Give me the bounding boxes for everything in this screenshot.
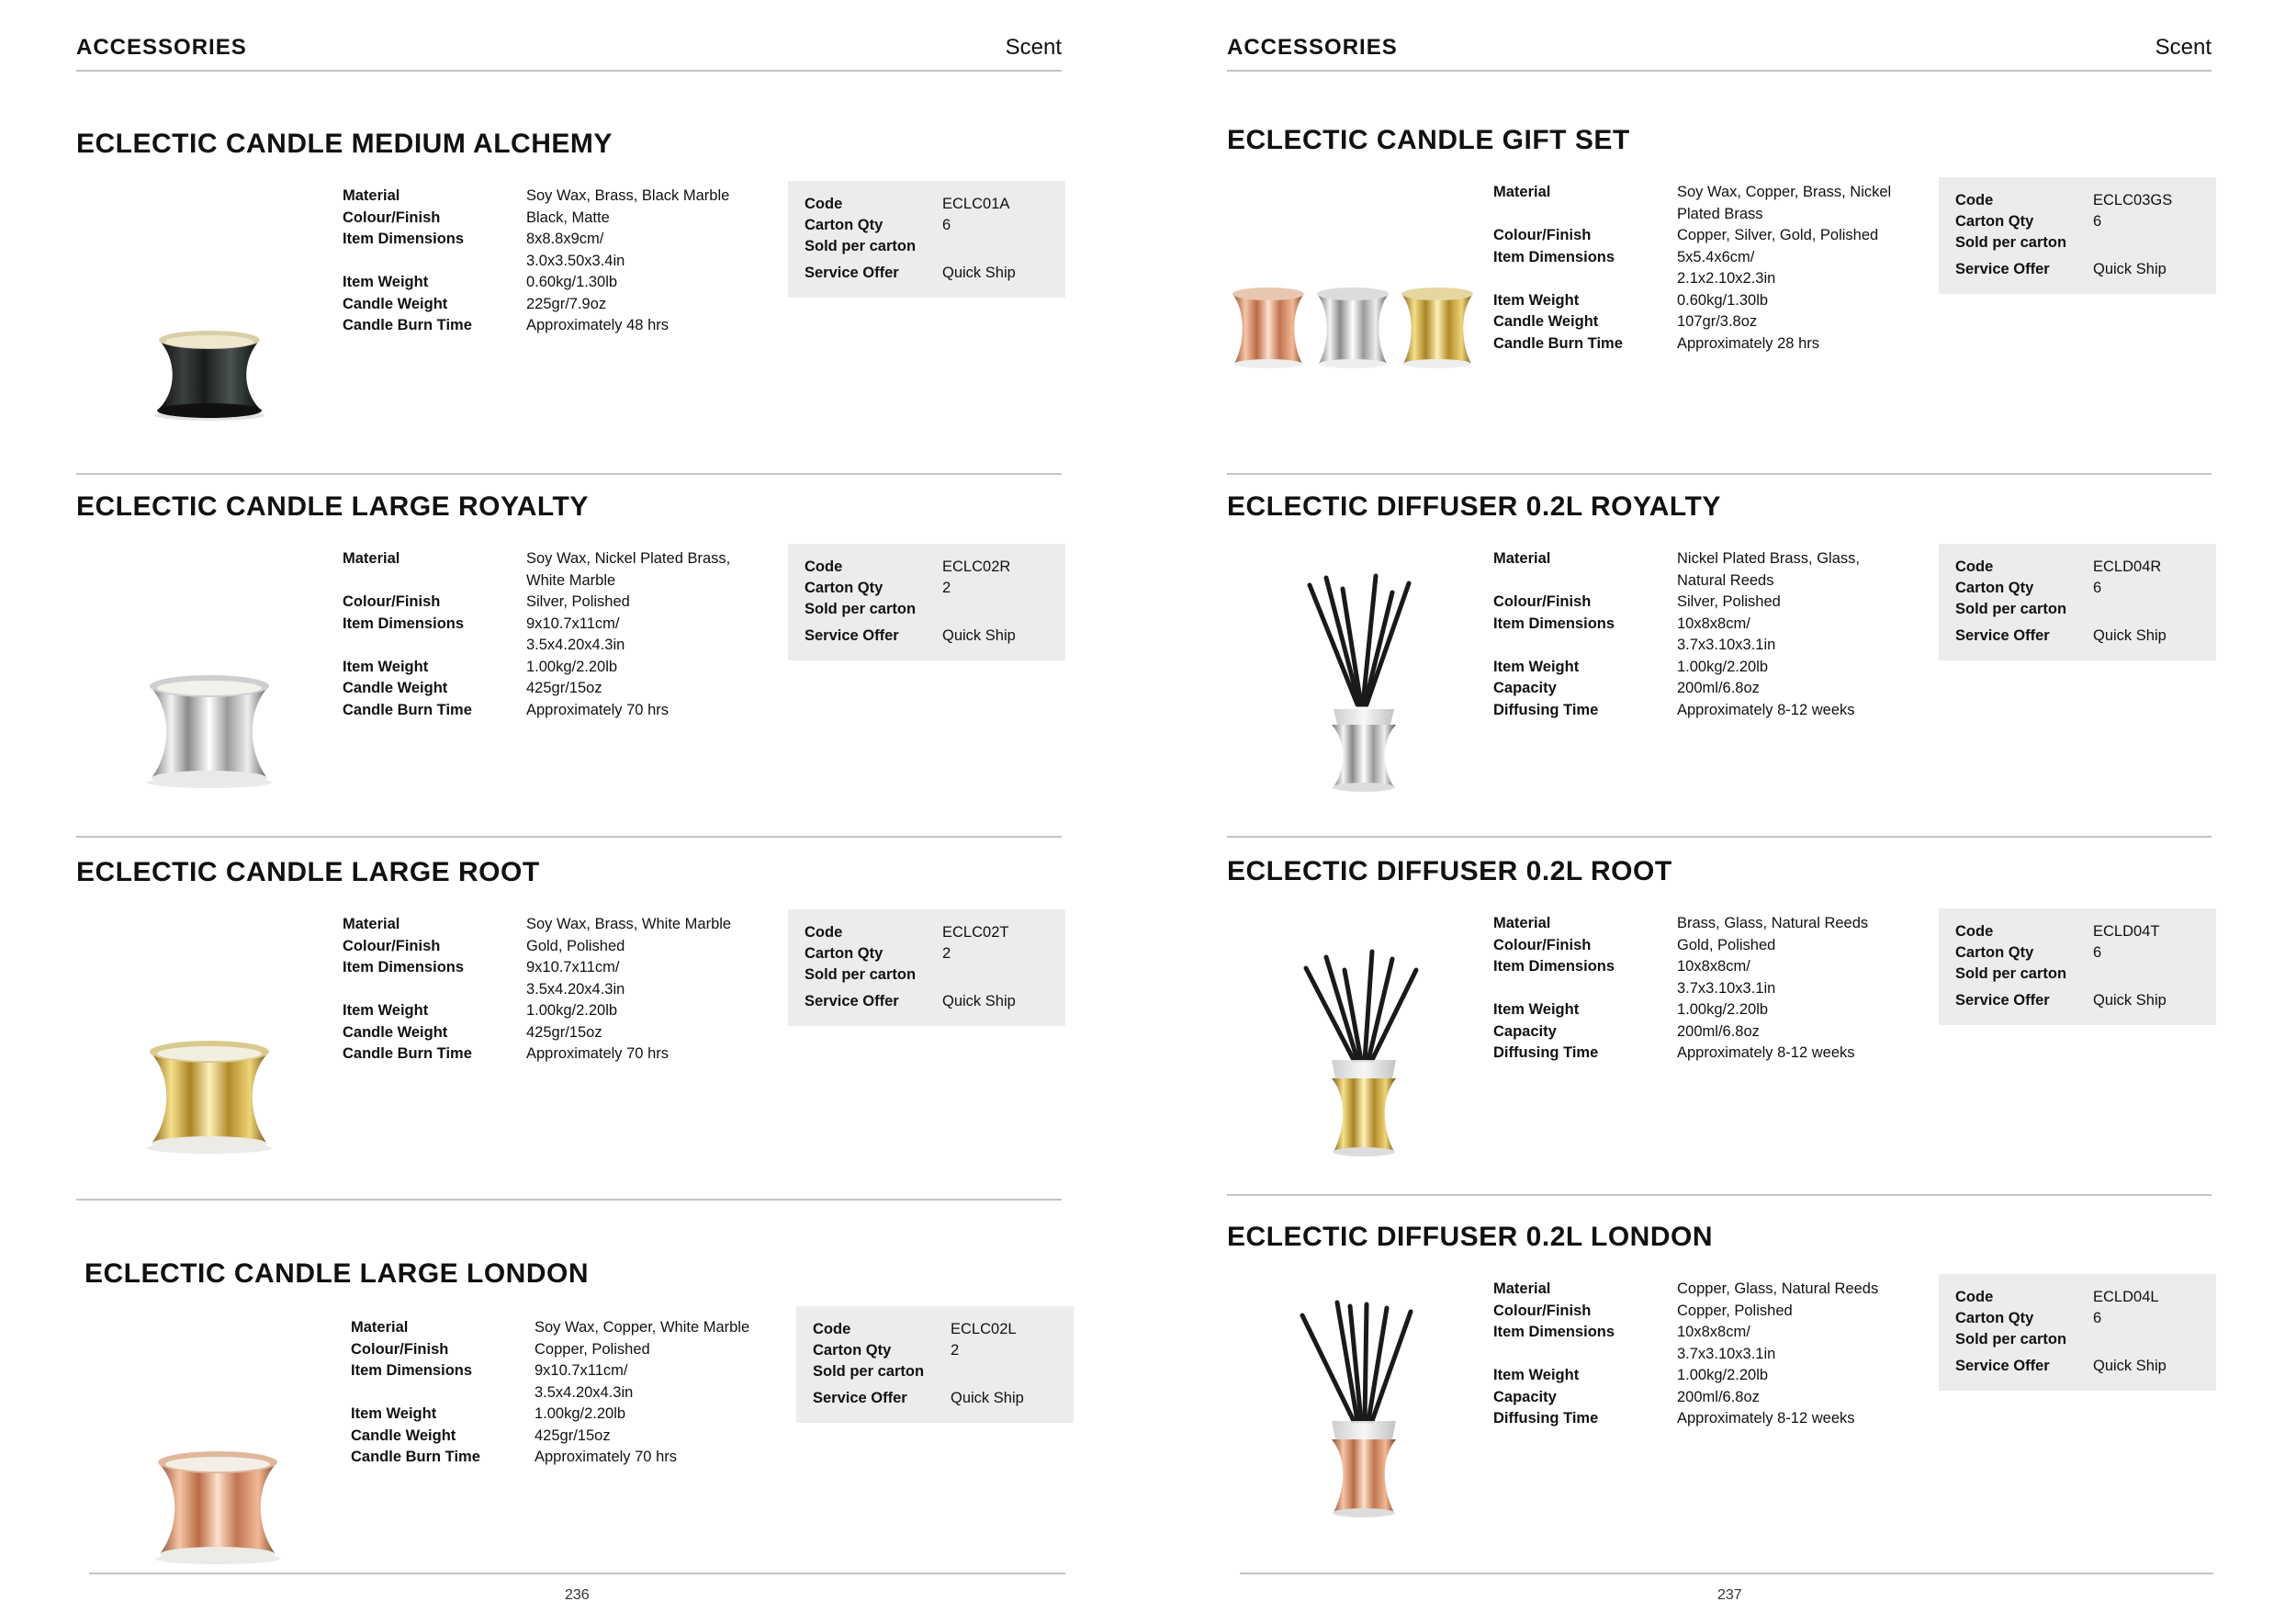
section-header: ACCESSORIES bbox=[1227, 35, 1398, 60]
product-title: ECLECTIC DIFFUSER 0.2L LONDON bbox=[1227, 1222, 1713, 1252]
spec-value: Soy Wax, Copper, White Marble bbox=[535, 1319, 750, 1336]
footer-rule bbox=[1240, 1573, 2213, 1574]
category-header: Scent bbox=[2155, 35, 2212, 60]
sold-per-carton-label: Sold per carton bbox=[1955, 234, 2067, 251]
code-label: Code bbox=[805, 558, 843, 575]
service-offer-label: Service Offer bbox=[1955, 261, 2050, 277]
spec-value: Plated Brass bbox=[1677, 205, 1763, 222]
spec-value: 9x10.7x11cm/ bbox=[526, 615, 620, 632]
spec-list bbox=[343, 914, 765, 1066]
spec-list bbox=[351, 1317, 773, 1469]
spec-label: Item Weight bbox=[1493, 291, 1580, 309]
candle-silver-image bbox=[104, 585, 315, 796]
spec-label bbox=[1493, 978, 1677, 1000]
spec-label: Candle Burn Time bbox=[343, 701, 472, 718]
spec-label: Item Dimensions bbox=[1493, 958, 1615, 975]
right-page bbox=[1148, 0, 2296, 1624]
spec-value: 425gr/15oz bbox=[526, 680, 602, 696]
spec-value: Approximately 70 hrs bbox=[526, 1045, 669, 1062]
spec-label bbox=[1493, 635, 1677, 657]
spec-value: Silver, Polished bbox=[526, 593, 630, 610]
spec-value: 1.00kg/2.20lb bbox=[526, 658, 618, 675]
spec-label: Candle Weight bbox=[351, 1427, 456, 1444]
spec-label: Colour/Finish bbox=[343, 937, 441, 954]
spec-value: 200ml/6.8oz bbox=[1677, 1388, 1760, 1405]
spec-value: 3.0x3.50x3.4in bbox=[526, 252, 625, 269]
product-title: ECLECTIC CANDLE LARGE ROYALTY bbox=[76, 491, 589, 522]
service-offer-value: Quick Ship bbox=[2093, 627, 2167, 644]
spec-value: 9x10.7x11cm/ bbox=[535, 1362, 628, 1379]
spec-label: Material bbox=[1493, 915, 1551, 931]
spec-label: Item Weight bbox=[343, 658, 429, 675]
candle-gift-set-image bbox=[1227, 255, 1484, 384]
sold-per-carton-label: Sold per carton bbox=[805, 966, 917, 983]
separator bbox=[76, 836, 1062, 838]
spec-value: 9x10.7x11cm/ bbox=[526, 959, 620, 976]
carton-qty-label: Carton Qty bbox=[1955, 213, 2034, 230]
spec-value: Gold, Polished bbox=[1677, 936, 1776, 953]
spec-list bbox=[343, 186, 765, 337]
spec-label: Material bbox=[343, 916, 400, 932]
order-info-box bbox=[788, 544, 1065, 660]
spec-list bbox=[1493, 548, 1916, 721]
spec-value: Soy Wax, Brass, White Marble bbox=[526, 916, 732, 932]
spec-label bbox=[343, 570, 526, 592]
spec-label: Candle Weight bbox=[343, 295, 448, 312]
spec-list bbox=[1493, 913, 1916, 1065]
spec-value: Black, Matte bbox=[526, 209, 610, 226]
spec-value: 3.7x3.10x3.1in bbox=[1677, 1345, 1776, 1362]
spec-value: Silver, Polished bbox=[1677, 593, 1781, 610]
spec-value: 200ml/6.8oz bbox=[1677, 1022, 1760, 1040]
spec-label: Material bbox=[343, 187, 400, 204]
spec-label: Colour/Finish bbox=[1493, 227, 1592, 243]
order-info-box bbox=[788, 181, 1065, 298]
spec-label: Colour/Finish bbox=[1493, 1302, 1592, 1319]
spec-label: Colour/Finish bbox=[1493, 936, 1592, 953]
page-number: 237 bbox=[1717, 1587, 1742, 1603]
spec-label: Material bbox=[1493, 550, 1551, 567]
product-title: ECLECTIC DIFFUSER 0.2L ROOT bbox=[1227, 856, 1672, 886]
code-label: Code bbox=[813, 1321, 851, 1337]
spec-value: Nickel Plated Brass, Glass, bbox=[1677, 550, 1860, 567]
diffuser-copper-image bbox=[1255, 1288, 1466, 1527]
spec-value: Copper, Glass, Natural Reeds bbox=[1677, 1280, 1879, 1297]
spec-label: Item Dimensions bbox=[343, 959, 465, 976]
spec-label bbox=[1493, 204, 1677, 226]
separator bbox=[1227, 1194, 2212, 1196]
sold-per-carton-label: Sold per carton bbox=[1955, 601, 2067, 617]
order-info-box bbox=[1939, 1274, 2216, 1391]
diffuser-gold-image bbox=[1255, 931, 1466, 1170]
reeds bbox=[1310, 576, 1409, 705]
spec-label: Colour/Finish bbox=[343, 209, 441, 226]
spec-label: Material bbox=[343, 550, 400, 567]
code-label: Code bbox=[1955, 923, 1994, 940]
spec-value: 1.00kg/2.20lb bbox=[1677, 1367, 1769, 1383]
spec-value: 10x8x8cm/ bbox=[1677, 1324, 1750, 1340]
spec-label: Candle Weight bbox=[343, 680, 448, 696]
spec-value: 1.00kg/2.20lb bbox=[1677, 1001, 1769, 1018]
header-rule bbox=[76, 70, 1062, 72]
code-value: ECLD04R bbox=[2093, 558, 2162, 575]
section-header: ACCESSORIES bbox=[76, 35, 247, 60]
spec-label: Candle Burn Time bbox=[343, 1045, 472, 1062]
spec-label: Diffusing Time bbox=[1493, 1044, 1599, 1061]
service-offer-value: Quick Ship bbox=[951, 1390, 1024, 1406]
spec-value: Approximately 70 hrs bbox=[526, 701, 669, 718]
service-offer-label: Service Offer bbox=[1955, 992, 2050, 1009]
carton-qty-value: 6 bbox=[2093, 213, 2102, 230]
carton-qty-value: 2 bbox=[951, 1342, 960, 1359]
spec-label bbox=[343, 635, 526, 657]
code-label: Code bbox=[805, 924, 843, 941]
code-value: ECLC02T bbox=[942, 924, 1009, 941]
spec-label: Colour/Finish bbox=[351, 1340, 449, 1358]
spec-value: 3.7x3.10x3.1in bbox=[1677, 979, 1776, 997]
spec-label: Item Dimensions bbox=[351, 1362, 473, 1379]
product-title: ECLECTIC CANDLE LARGE ROOT bbox=[76, 857, 540, 887]
spec-label: Diffusing Time bbox=[1493, 1410, 1599, 1427]
spec-value: Soy Wax, Nickel Plated Brass, bbox=[526, 550, 731, 567]
product-title: ECLECTIC CANDLE MEDIUM ALCHEMY bbox=[76, 129, 613, 159]
separator bbox=[76, 1199, 1062, 1201]
code-label: Code bbox=[1955, 192, 1994, 209]
sold-per-carton-label: Sold per carton bbox=[805, 238, 917, 254]
spec-value: 1.00kg/2.20lb bbox=[526, 1002, 618, 1019]
spec-label: Item Weight bbox=[1493, 658, 1580, 675]
spec-value: Natural Reeds bbox=[1677, 571, 1774, 589]
spec-value: Soy Wax, Brass, Black Marble bbox=[526, 187, 730, 204]
carton-qty-label: Carton Qty bbox=[805, 945, 884, 962]
spec-value: Approximately 48 hrs bbox=[526, 317, 669, 333]
spec-value: 0.60kg/1.30lb bbox=[1677, 291, 1769, 309]
carton-qty-value: 6 bbox=[2093, 1310, 2102, 1326]
spec-label: Item Weight bbox=[1493, 1367, 1580, 1383]
code-value: ECLC03GS bbox=[2093, 192, 2173, 209]
diffuser-silver-image bbox=[1255, 558, 1466, 796]
product-title: ECLECTIC CANDLE LARGE LONDON bbox=[84, 1258, 589, 1289]
code-label: Code bbox=[1955, 1289, 1994, 1305]
spec-value: 0.60kg/1.30lb bbox=[526, 274, 618, 290]
spec-label bbox=[1493, 570, 1677, 592]
spec-label: Item Dimensions bbox=[1493, 248, 1615, 265]
spec-label: Item Weight bbox=[1493, 1001, 1580, 1018]
carton-qty-value: 6 bbox=[2093, 580, 2102, 596]
order-info-box bbox=[1939, 908, 2216, 1025]
carton-qty-value: 2 bbox=[942, 580, 951, 596]
spec-label bbox=[343, 251, 526, 273]
spec-label: Colour/Finish bbox=[343, 593, 441, 610]
carton-qty-label: Carton Qty bbox=[1955, 944, 2034, 961]
spec-label: Capacity bbox=[1493, 1388, 1557, 1405]
spec-label: Item Weight bbox=[343, 274, 429, 290]
footer-rule bbox=[89, 1573, 1065, 1574]
order-info-box bbox=[796, 1306, 1074, 1423]
spec-value: 5x5.4x6cm/ bbox=[1677, 248, 1755, 265]
spec-label: Candle Burn Time bbox=[343, 317, 472, 333]
spec-value: 1.00kg/2.20lb bbox=[535, 1405, 626, 1422]
spec-label bbox=[343, 979, 526, 1001]
spec-value: 225gr/7.9oz bbox=[526, 295, 607, 312]
spec-label bbox=[351, 1382, 535, 1404]
spec-value: 10x8x8cm/ bbox=[1677, 615, 1750, 632]
spec-value: Approximately 8-12 weeks bbox=[1677, 1410, 1855, 1427]
sold-per-carton-label: Sold per carton bbox=[1955, 1331, 2067, 1348]
spec-value: Gold, Polished bbox=[526, 937, 625, 954]
order-info-box bbox=[1939, 177, 2216, 294]
candle-copper-image bbox=[112, 1361, 323, 1573]
service-offer-value: Quick Ship bbox=[2093, 1358, 2167, 1374]
service-offer-label: Service Offer bbox=[805, 993, 899, 1009]
spec-label: Candle Weight bbox=[343, 1023, 448, 1041]
service-offer-value: Quick Ship bbox=[2093, 992, 2167, 1009]
spec-value: Approximately 70 hrs bbox=[535, 1449, 677, 1465]
product-title: ECLECTIC DIFFUSER 0.2L ROYALTY bbox=[1227, 491, 1721, 522]
spec-value: 10x8x8cm/ bbox=[1677, 958, 1750, 975]
carton-qty-label: Carton Qty bbox=[813, 1342, 892, 1359]
spec-value: 8x8.8x9cm/ bbox=[526, 231, 604, 247]
order-info-box bbox=[788, 909, 1065, 1026]
code-label: Code bbox=[805, 196, 843, 212]
service-offer-value: Quick Ship bbox=[942, 265, 1016, 281]
spec-label: Capacity bbox=[1493, 1022, 1557, 1040]
reeds bbox=[1302, 1303, 1411, 1421]
sold-per-carton-label: Sold per carton bbox=[1955, 965, 2067, 982]
spec-value: 425gr/15oz bbox=[535, 1427, 611, 1444]
sold-per-carton-label: Sold per carton bbox=[813, 1363, 925, 1380]
code-label: Code bbox=[1955, 558, 1994, 575]
spec-list bbox=[1493, 182, 1916, 355]
reeds bbox=[1306, 952, 1416, 1060]
spec-value: 3.5x4.20x4.3in bbox=[526, 980, 625, 998]
spec-value: Approximately 8-12 weeks bbox=[1677, 1044, 1855, 1061]
spec-value: 3.5x4.20x4.3in bbox=[535, 1383, 634, 1401]
carton-qty-label: Carton Qty bbox=[1955, 1310, 2034, 1326]
spec-value: Copper, Polished bbox=[1677, 1302, 1793, 1319]
product-title: ECLECTIC CANDLE GIFT SET bbox=[1227, 125, 1630, 155]
spec-value: Copper, Polished bbox=[535, 1340, 650, 1358]
category-header: Scent bbox=[1005, 35, 1062, 60]
spec-value: 200ml/6.8oz bbox=[1677, 680, 1760, 696]
carton-qty-value: 6 bbox=[2093, 944, 2102, 961]
spec-value: Copper, Silver, Gold, Polished bbox=[1677, 227, 1879, 243]
spec-label: Colour/Finish bbox=[1493, 593, 1592, 610]
spec-value: Approximately 8-12 weeks bbox=[1677, 701, 1855, 718]
carton-qty-value: 2 bbox=[942, 945, 951, 962]
carton-qty-label: Carton Qty bbox=[805, 217, 884, 233]
spec-value: 107gr/3.8oz bbox=[1677, 313, 1758, 330]
spec-label bbox=[1493, 1344, 1677, 1366]
code-value: ECLC01A bbox=[942, 196, 1010, 212]
spec-label: Candle Burn Time bbox=[1493, 334, 1623, 352]
spec-label: Item Weight bbox=[351, 1405, 437, 1422]
code-value: ECLD04L bbox=[2093, 1289, 2159, 1305]
order-info-box bbox=[1939, 544, 2216, 660]
spec-value: 1.00kg/2.20lb bbox=[1677, 658, 1769, 675]
service-offer-value: Quick Ship bbox=[2093, 261, 2167, 277]
candle-black-image bbox=[104, 222, 315, 434]
service-offer-label: Service Offer bbox=[805, 265, 899, 281]
spec-value: White Marble bbox=[526, 571, 616, 589]
carton-qty-value: 6 bbox=[942, 217, 951, 233]
service-offer-value: Quick Ship bbox=[942, 993, 1016, 1009]
service-offer-value: Quick Ship bbox=[942, 627, 1016, 644]
spec-label: Candle Burn Time bbox=[351, 1449, 480, 1465]
page-number: 236 bbox=[565, 1587, 590, 1603]
code-value: ECLC02L bbox=[951, 1321, 1017, 1337]
spec-label: Item Dimensions bbox=[1493, 1324, 1615, 1340]
separator bbox=[76, 473, 1062, 475]
spec-value: Approximately 28 hrs bbox=[1677, 334, 1819, 352]
service-offer-label: Service Offer bbox=[813, 1390, 907, 1406]
spec-label: Item Dimensions bbox=[343, 231, 465, 247]
spec-label: Material bbox=[1493, 1280, 1551, 1297]
spec-label: Item Weight bbox=[343, 1002, 429, 1019]
spec-value: 3.5x4.20x4.3in bbox=[526, 637, 625, 653]
spec-label: Capacity bbox=[1493, 680, 1557, 696]
spec-value: 2.1x2.10x2.3in bbox=[1677, 270, 1776, 287]
gold-candle bbox=[1401, 288, 1473, 368]
header-rule bbox=[1227, 70, 2212, 72]
spec-label: Item Dimensions bbox=[343, 615, 465, 632]
copper-candle bbox=[1232, 288, 1304, 368]
spec-value: 3.7x3.10x3.1in bbox=[1677, 637, 1776, 653]
carton-qty-label: Carton Qty bbox=[1955, 580, 2034, 596]
spec-label: Material bbox=[1493, 184, 1551, 200]
spec-label: Item Dimensions bbox=[1493, 615, 1615, 632]
silver-candle bbox=[1317, 288, 1389, 368]
spec-value: Brass, Glass, Natural Reeds bbox=[1677, 915, 1869, 931]
service-offer-label: Service Offer bbox=[1955, 627, 2050, 644]
code-value: ECLC02R bbox=[942, 558, 1011, 575]
sold-per-carton-label: Sold per carton bbox=[805, 601, 917, 617]
spec-label: Candle Weight bbox=[1493, 313, 1599, 330]
service-offer-label: Service Offer bbox=[805, 627, 899, 644]
code-value: ECLD04T bbox=[2093, 923, 2160, 940]
carton-qty-label: Carton Qty bbox=[805, 580, 884, 596]
spec-label bbox=[1493, 268, 1677, 290]
spec-label: Diffusing Time bbox=[1493, 701, 1599, 718]
separator bbox=[1227, 473, 2212, 475]
candle-gold-image bbox=[104, 951, 315, 1162]
spec-list bbox=[1493, 1279, 1916, 1430]
service-offer-label: Service Offer bbox=[1955, 1358, 2050, 1374]
spec-value: 425gr/15oz bbox=[526, 1023, 602, 1041]
spec-value: Soy Wax, Copper, Brass, Nickel bbox=[1677, 184, 1892, 200]
separator bbox=[1227, 836, 2212, 838]
spec-label: Material bbox=[351, 1319, 409, 1336]
spec-list bbox=[343, 548, 765, 721]
